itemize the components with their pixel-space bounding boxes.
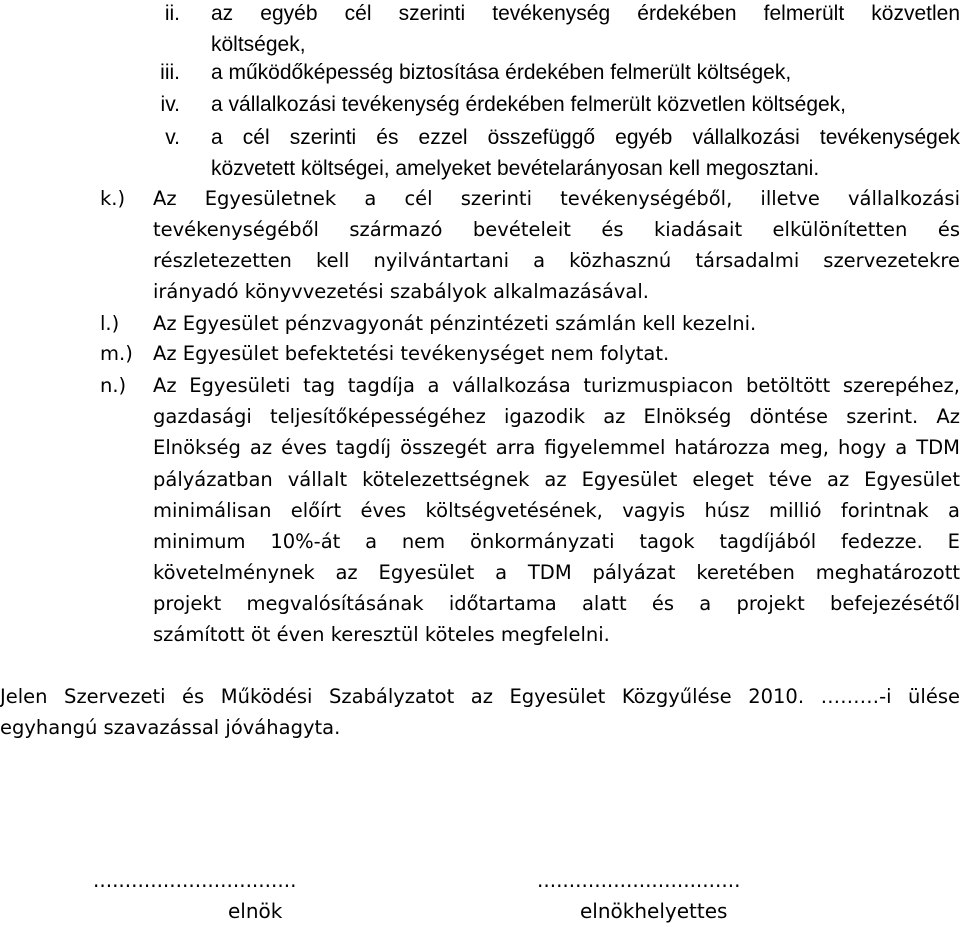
alpha-item-k-line-3: részletezetten kell nyilvántartani a közhasznú társadalmi szervezetekre [153,249,960,272]
closing-line-2: egyhangú szavazással jóváhagyta. [0,716,341,739]
alpha-item-n-line-1: Az Egyesületi tag tagdíja a vállalkozása turizmuspiacon betöltött szerepéhez, [153,374,960,397]
alpha-label-n: n.) [100,374,127,397]
alpha-label-k: k.) [100,187,126,210]
signature-title-elnok: elnök [228,899,283,923]
alpha-item-l-line-1: Az Egyesület pénzvagyonát pénzintézeti számlán kell kezelni. [153,312,757,335]
alpha-label-m: m.) [100,342,133,365]
alpha-item-k-line-2: tevékenységéből származó bevételeit és kiadásait elkülönítetten és [153,218,960,241]
alpha-item-n-line-3: Elnökség az éves tagdíj összegét arra figyelemmel határozza meg, hogy a TDM [153,436,960,459]
roman-item-iv-line-1: a vállalkozási tevékenység érdekében felmerült közvetlen költségek, [211,93,847,116]
alpha-item-n-line-9: számított öt éven keresztül köteles megfelelni. [153,623,610,646]
alpha-item-k-line-4: irányadó könyvvezetési szabályok alkalmazásával. [153,280,649,303]
roman-label-v: v. [165,126,180,149]
alpha-item-n-line-4: pályázatban vállalt kötelezettségnek az Egyesület eleget téve az Egyesület [153,468,960,491]
alpha-item-n-line-7: követelménynek az Egyesület a TDM pályázat keretében meghatározott [153,561,960,584]
roman-item-v-line-1: a cél szerinti és ezzel összefüggő egyéb vállalkozási tevékenységek [211,126,960,149]
alpha-label-l: l.) [100,312,120,335]
alpha-item-m-line-1: Az Egyesület befektetési tevékenységet nem folytat. [153,342,670,365]
alpha-item-n-line-2: gazdasági teljesítőképességéhez igazodik az Elnökség döntése szerint. Az [153,405,960,428]
roman-label-iv: iv. [160,93,180,116]
roman-item-ii-line-1: az egyéb cél szerinti tevékenység érdekében felmerült közvetlen [211,2,960,25]
roman-item-iii-line-1: a működőképesség biztosítása érdekében felmerült költségek, [211,61,792,84]
roman-label-iii: iii. [160,61,180,84]
alpha-item-n-line-6: minimum 10%-át a nem önkormányzati tagok tagdíjából fedezze. E [153,530,960,553]
roman-label-ii: ii. [164,2,180,25]
signature-line-left: ................................ [93,868,297,892]
alpha-item-n-line-5: minimálisan előírt éves költségvetésének, vagyis húsz millió forintnak a [153,499,960,522]
signature-title-elnokhelyettes: elnökhelyettes [580,899,728,923]
signature-line-right: ................................ [537,868,741,892]
roman-item-ii-line-2: költségek, [211,33,306,56]
roman-item-v-line-2: közvetett költségei, amelyeket bevételarányosan kell megosztani. [211,157,820,180]
alpha-item-k-line-1: Az Egyesületnek a cél szerinti tevékenységéből, illetve vállalkozási [153,187,960,210]
closing-line-1: Jelen Szervezeti és Működési Szabályzatot az Egyesület Közgyűlése 2010. ………-i ülése [0,685,960,708]
alpha-item-n-line-8: projekt megvalósításának időtartama alatt és a projekt befejezésétől [153,592,960,615]
